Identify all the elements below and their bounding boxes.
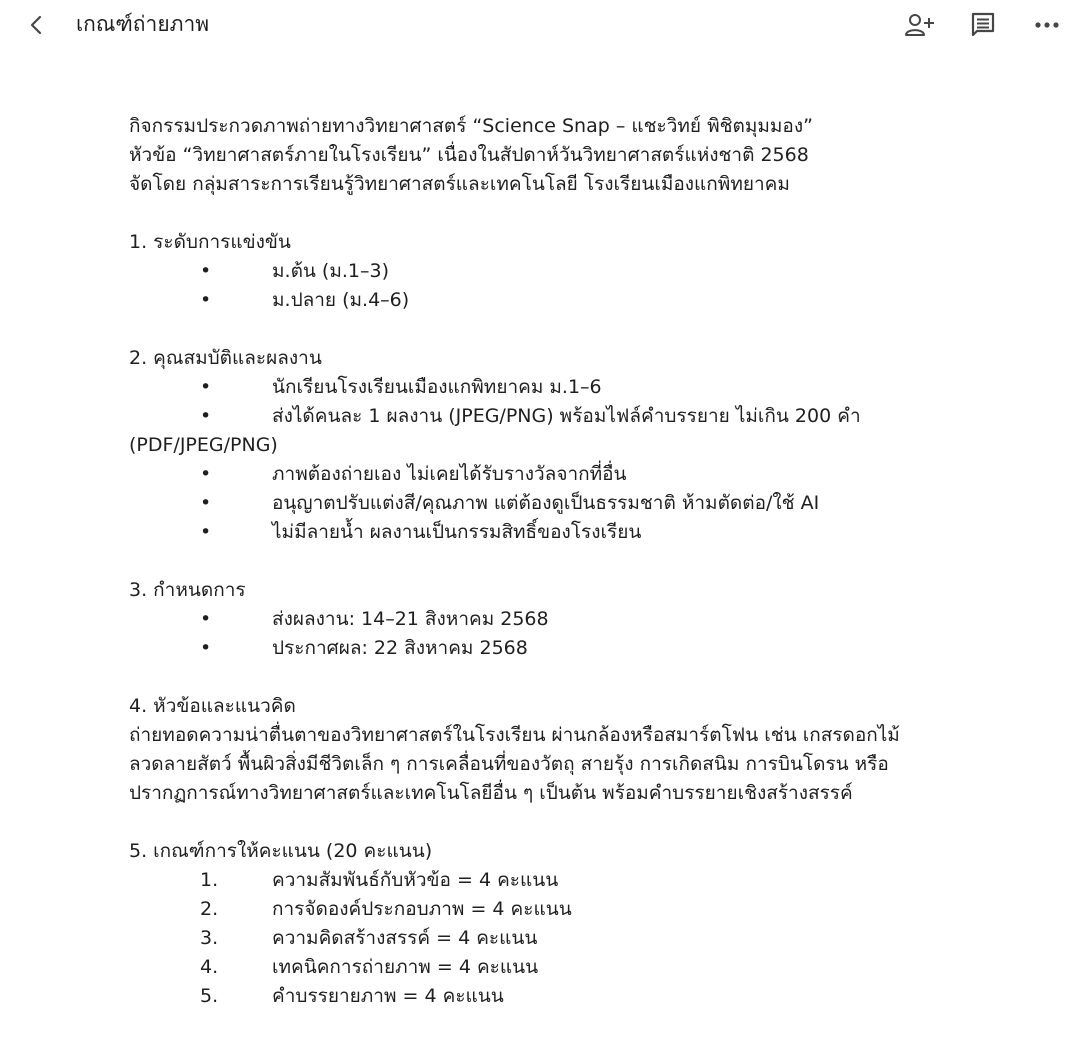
item-number: 3. [200, 927, 219, 949]
numbered-item-text: ความสัมพันธ์กับหัวข้อ = 4 คะแนน [272, 869, 559, 891]
section-heading: 2. คุณสมบัติและผลงาน [129, 347, 322, 369]
intro-line: กิจกรรมประกวดภาพถ่ายทางวิทยาศาสตร์ “Science Snap – แชะวิทย์ พิชิตมุมมอง” [129, 115, 813, 137]
section-body: ถ่ายทอดความน่าตื่นตาของวิทยาศาสตร์ในโรงเรียน ผ่านกล้องหรือสมาร์ตโฟน เช่น เกสรดอกไม้ ลวดลายสัตว์ พื้นผิวสิ่งมีชีวิตเล็ก ๆ การเคลื่อนที่ของวัตถุ สายรุ้ง การเกิดสนิม การบินโดรน หรือปรากฏการณ์ทางวิทยาศาสตร์และเทคโนโลยีอื่น ๆ เป็นต้น พร้อมคำบรรยายเชิงสร้างสรรค์ [129, 724, 900, 804]
document-title: เกณฑ์ถ่ายภาพ [76, 12, 210, 36]
bullet-marker: • [200, 376, 212, 398]
numbered-item-text: การจัดองค์ประกอบภาพ = 4 คะแนน [272, 898, 572, 920]
list-item [129, 286, 959, 315]
list-item [129, 489, 959, 518]
document-body[interactable] [129, 112, 959, 1011]
list-item-text: นักเรียนโรงเรียนเมืองแกพิทยาคม ม.1–6 [272, 376, 602, 398]
intro-line: จัดโดย กลุ่มสาระการเรียนรู้วิทยาศาสตร์และเทคโนโลยี โรงเรียนเมืองแกพิทยาคม [129, 173, 790, 195]
list-item [129, 402, 959, 460]
list-item-text: ม.ต้น (ม.1–3) [272, 260, 389, 282]
numbered-item [129, 924, 959, 953]
bullet-marker: • [200, 260, 212, 282]
list-item-text: ประกาศผล: 22 สิงหาคม 2568 [272, 637, 528, 659]
bullet-marker: • [200, 521, 212, 543]
list-item-text: อนุญาตปรับแต่งสี/คุณภาพ แต่ต้องดูเป็นธรรมชาติ ห้ามตัดต่อ/ใช้ AI [272, 492, 820, 514]
list-item [129, 605, 959, 634]
bullet-marker: • [200, 492, 212, 514]
comment-icon [969, 11, 997, 39]
list-item-text: ภาพต้องถ่ายเอง ไม่เคยได้รับรางวัลจากที่อื่น [272, 463, 627, 485]
bullet-marker: • [200, 637, 212, 659]
comments-button[interactable] [966, 8, 1000, 42]
bullet-marker: • [200, 463, 212, 485]
numbered-item-text: ความคิดสร้างสรรค์ = 4 คะแนน [272, 927, 538, 949]
item-number: 5. [200, 985, 219, 1007]
section-heading: 1. ระดับการแข่งขัน [129, 231, 291, 253]
list-item-text: ส่งผลงาน: 14–21 สิงหาคม 2568 [272, 608, 549, 630]
section-heading: 3. กำหนดการ [129, 579, 246, 601]
list-item [129, 460, 959, 489]
list-item [129, 257, 959, 286]
top-app-bar [0, 0, 1084, 50]
bullet-marker: • [200, 608, 212, 630]
add-person-icon [903, 12, 935, 38]
numbered-item [129, 866, 959, 895]
numbered-item [129, 895, 959, 924]
back-button[interactable] [20, 8, 54, 42]
numbered-item-text: คำบรรยายภาพ = 4 คะแนน [272, 985, 504, 1007]
share-button[interactable] [902, 8, 936, 42]
intro-line: หัวข้อ “วิทยาศาสตร์ภายในโรงเรียน” เนื่องในสัปดาห์วันวิทยาศาสตร์แห่งชาติ 2568 [129, 144, 809, 166]
more-options-button[interactable] [1030, 8, 1064, 42]
numbered-item-text: เทคนิคการถ่ายภาพ = 4 คะแนน [272, 956, 539, 978]
section-heading: 4. หัวข้อและแนวคิด [129, 695, 296, 717]
list-item [129, 373, 959, 402]
item-number: 4. [200, 956, 219, 978]
list-item-text: ส่งได้คนละ 1 ผลงาน (JPEG/PNG) พร้อมไฟล์คำบรรยาย ไม่เกิน 200 คำ (PDF/JPEG/PNG) [129, 405, 861, 456]
item-number: 1. [200, 869, 219, 891]
item-number: 2. [200, 898, 219, 920]
list-item-text: ไม่มีลายน้ำ ผลงานเป็นกรรมสิทธิ์ของโรงเรียน [272, 521, 642, 543]
back-chevron-icon [26, 14, 48, 36]
list-item-text: ม.ปลาย (ม.4–6) [272, 289, 410, 311]
bullet-marker: • [200, 405, 212, 427]
section-heading: 5. เกณฑ์การให้คะแนน (20 คะแนน) [129, 840, 433, 862]
bullet-marker: • [200, 289, 212, 311]
more-horizontal-icon [1033, 20, 1061, 30]
list-item [129, 634, 959, 663]
numbered-item [129, 953, 959, 982]
numbered-item [129, 982, 959, 1011]
list-item [129, 518, 959, 547]
